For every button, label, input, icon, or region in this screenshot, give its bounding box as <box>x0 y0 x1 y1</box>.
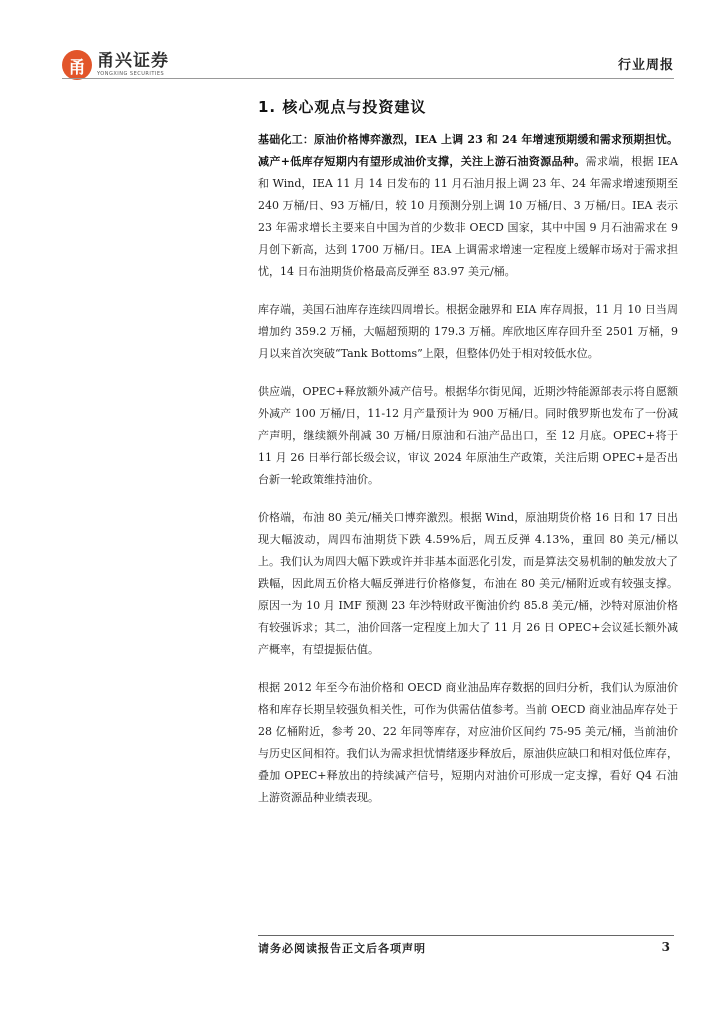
logo-chinese-name: 甬兴证券 <box>97 51 169 71</box>
section-title: 1. 核心观点与投资建议 <box>258 98 427 116</box>
logo-text <box>97 52 169 78</box>
footer-divider <box>258 935 674 936</box>
logo-emblem-icon <box>62 50 92 80</box>
page-header <box>62 44 674 80</box>
paragraph-price: 价格端，布油 80 美元/桶关口博弈激烈。根据 Wind，原油期货价格 16 日和 17 日出现大幅波动，周四布油期货下跌 4.59%后，周五反弹 4.13%，重回 80 美元/桶以上。我们认为周四大幅下跌或许并非基本面恶化引发，而是算法交易机制的触发放大了跌幅，因此周五价格大幅反弹进行价格修复，布油在 80 美元/桶附近或有较强支撑。原因一为 10 月 IMF 预测 23 年沙特财政平衡油价约 85.8 美元/桶，沙特对原油价格有较强诉求；其二，油价回落一定程度上加大了 11 月 26 日 OPEC+会议延长额外减产概率，有望提振估值。 <box>258 511 678 656</box>
company-logo <box>62 50 169 80</box>
main-content <box>258 96 678 825</box>
page-number: 3 <box>661 940 670 954</box>
report-type-label: 行业周报 <box>617 58 674 73</box>
paragraph-demand-body: 需求端，根据 IEA 和 Wind，IEA 11 月 14 日发布的 11 月石油月报上调 23 年、24 年需求增速预期至 240 万桶/日、93 万桶/日，较 10 月预测分别上调 10 万桶/日、3 万桶/日。IEA 表示 23 年需求增长主要来自中国为首的少数非 OECD 国家，其中中国 9 月石油需求在 9 月创下新高，达到 1700 万桶/日。IEA 上调需求增速一定程度上缓解市场对于需求担忧，14 日布油期货价格最高反弹至 83.97 美元/桶。 <box>258 155 678 278</box>
logo-emblem-glyph: 甬 <box>68 58 86 78</box>
disclaimer-note: 请务必阅读报告正文后各项声明 <box>258 942 426 955</box>
paragraph-demand <box>258 129 678 283</box>
paragraph-inventory: 库存端，美国石油库存连续四周增长。根据金融界和 EIA 库存周报，11 月 10 日当周增加约 359.2 万桶，大幅超预期的 179.3 万桶。库欣地区库存回升至 2501 万桶，9 月以来首次突破“Tank Bottoms”上限，但整体仍处于相对较低水位。 <box>258 303 678 360</box>
paragraph-lead-bold: 基础化工：原油价格博弈激烈，IEA 上调 23 和 24 年增速预期缓和需求预期担忧。减产+低库存短期内有望形成油价支撑，关注上游石油资源品种。 <box>258 133 678 168</box>
paragraph-supply: 供应端，OPEC+释放额外减产信号。根据华尔街见闻，近期沙特能源部表示将自愿额外减产 100 万桶/日，11-12 月产量预计为 900 万桶/日。同时俄罗斯也发布了一份减产声明，继续额外削减 30 万桶/日原油和石油产品出口，至 12 月底。OPEC+将于 11 月 26 日举行部长级会议，审议 2024 年原油生产政策，关注后期 OPEC+是否出台新一轮政策维持油价。 <box>258 385 678 486</box>
header-divider <box>62 78 674 79</box>
paragraph-regression: 根据 2012 年至今布油价格和 OECD 商业油品库存数据的回归分析，我们认为原油价格和库存长期呈较强负相关性，可作为供需估值参考。当前 OECD 商业油品库存处于 28 亿桶附近，参考 20、22 年同等库存，对应油价区间约 75-95 美元/桶，当前油价与历史区间相符。我们认为需求担忧情绪逐步释放后，原油供应缺口和相对低位库存，叠加 OPEC+释放出的持续减产信号，短期内对油价可形成一定支撑，看好 Q4 石油上游资源品种业绩表现。 <box>258 681 678 804</box>
logo-english-name: YONGXING SECURITIES <box>97 71 165 77</box>
